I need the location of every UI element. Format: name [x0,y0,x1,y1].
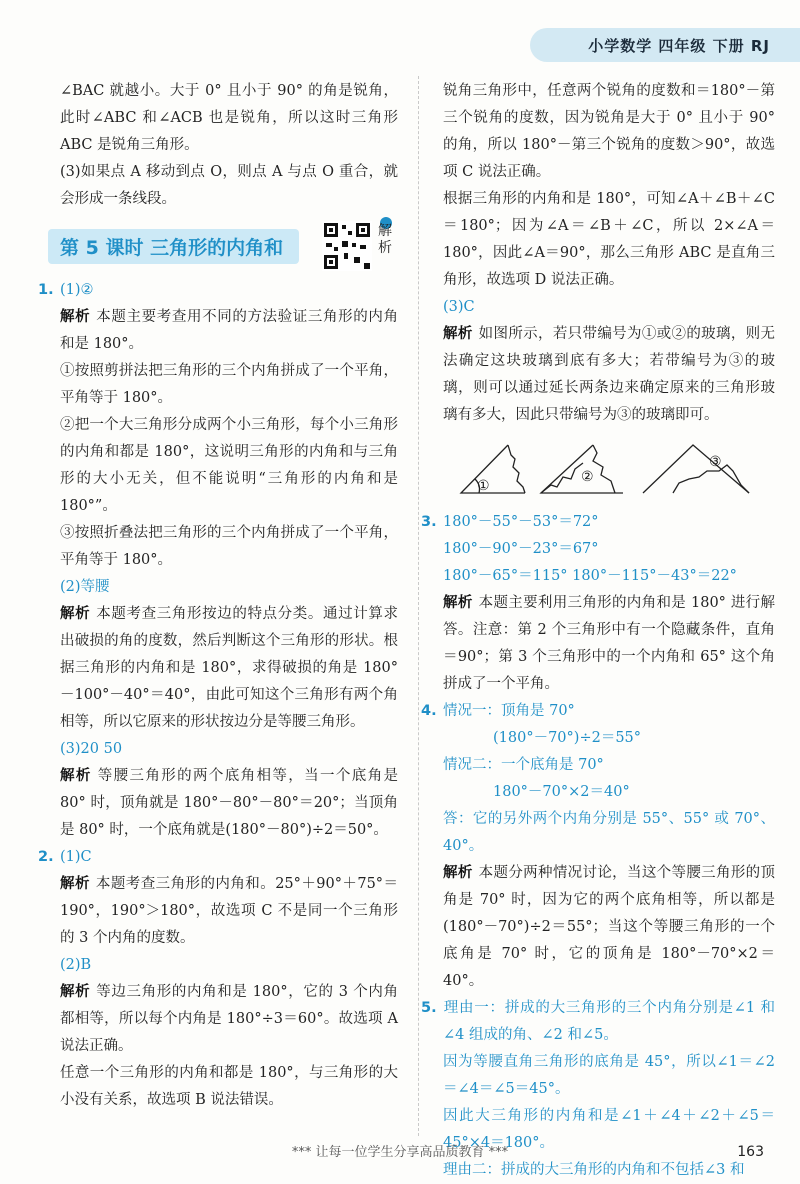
analysis-text: 本题考查三角形的内角和。25°＋90°＋75°＝190°，190°＞180°，故选项 C 不是同一个三角形的 3 个内角的度数。 [60,876,398,946]
lesson-heading [48,223,398,263]
answer: (1)C [60,849,92,865]
calc-line: 180°－70°×2＝40° [493,784,630,800]
calc-line: 180°－90°－23°＝67° [443,541,599,557]
paragraph: ①按照剪拼法把三角形的三个内角拼成了一个平角，平角等于 180°。 [60,363,398,406]
answer: (3)C [443,299,475,315]
right-column [421,78,776,1184]
analysis-label: 解析 [443,595,473,611]
reason-line: 因为等腰直角三角形的底角是 45°，所以∠1＝∠2＝∠4＝∠5＝45°。 [443,1054,775,1097]
paragraph: ②把一个大三角形分成两个小三角形，每个小三角形的内角和都是 180°，这说明三角形的内角和与三角形的大小无关，但不能说明“三角形的内角和是 180°”。 [60,417,398,514]
calc-line: 180°－55°－53°＝72° [443,514,599,530]
paragraph: 锐角三角形中，任意两个锐角的度数和＝180°－第三个锐角的度数，因为锐角是大于 0° 且小于 90° 的角，所以 180°－第三个锐角的度数＞90°，故选项 C 说法正确。 [443,83,775,180]
question-number: 2. [38,849,54,865]
analysis-label: 解析 [60,606,91,622]
qr-code-icon[interactable] [322,221,372,271]
piece-label: ③ [709,454,722,470]
answer: (1)② [60,282,94,298]
reason-line: 因此大三角形的内角和是∠1＋∠4＋∠2＋∠5＝45°×4＝180°。 [443,1108,775,1151]
reason-line: 理由二：拼成的大三角形的内角和不包括∠3 和 [443,1162,745,1178]
case-line: 情况一：顶角是 70° [443,703,575,719]
answer: (2)等腰 [60,579,110,595]
paragraph: 任意一个三角形的内角和都是 180°，与三角形的大小没有关系，故选项 B 说法错误。 [60,1065,398,1108]
case-line: 情况二：一个底角是 70° [443,757,604,773]
calc-line: 180°－65°＝115° 180°－115°－43°＝22° [443,568,737,584]
answer-line: 答：它的另外两个内角分别是 55°、55° 或 70°、40°。 [443,811,775,854]
paragraph: 根据三角形的内角和是 180°，可知∠A＋∠B＋∠C＝180°；因为∠A＝∠B＋∠C，所以 2×∠A＝180°，因此∠A＝90°，那么三角形 ABC 是直角三角形，故选项 D 说法正确。 [443,191,775,288]
question-number: 4. [421,703,437,719]
analysis-label: 解析 [60,309,91,325]
glass-triangle-figure [453,441,753,501]
question-number: 3. [421,514,437,530]
column-divider [418,76,419,1136]
reason-line: 理由一：拼成的大三角形的三个内角分别是∠1 和∠4 组成的角、∠2 和∠5。 [443,1000,775,1043]
footer-slogan: *** 让每一位学生分享高品质教育 *** [291,1145,509,1160]
piece-label: ① [477,478,490,494]
analysis-text: 等边三角形的内角和是 180°，它的 3 个内角都相等，所以每个内角是 180°÷3＝60°。故选项 A 说法正确。 [60,984,399,1054]
header-title: 小学数学 四年级 下册 RJ [588,37,770,55]
analysis-text: 如图所示，若只带编号为①或②的玻璃，则无法确定这块玻璃到底有多大；若带编号为③的玻璃，则可以通过延长两条边来确定原来的三角形玻璃有多大，因此只带编号为③的玻璃即可。 [443,326,776,423]
analysis-text: 本题主要考查用不同的方法验证三角形的内角和是 180°。 [60,309,399,352]
analysis-label: 解析 [443,865,473,881]
glass-piece-3 [643,445,749,493]
analysis-label: 解析 [60,984,91,1000]
page-number: 163 [737,1144,764,1160]
analysis-label: 解析 [60,876,90,892]
piece-label: ② [581,469,594,485]
qr-label: 解析 [378,223,392,256]
analysis-text: 本题考查三角形按边的特点分类。通过计算求出破损的角的度数，然后判断这个三角形的形状。根据三角形的内角和是 180°，求得破损的角是 180°－100°－40°＝40°，由此可知这个三角形有两个角相等，所以它原来的形状按边分是等腰三角形。 [60,606,399,730]
analysis-text: 本题分两种情况讨论，当这个等腰三角形的顶角是 70° 时，因为它的两个底角相等，所以都是(180°－70°)÷2＝55°；当这个等腰三角形的一个底角是 70° 时，它的顶角是 180°－70°×2＝40°。 [443,865,776,989]
calc-line: (180°－70°)÷2＝55° [493,730,642,746]
analysis-label: 解析 [443,326,473,342]
answer: (3)20 50 [60,741,123,757]
answer: (2)B [60,957,92,973]
analysis-text: 等腰三角形的两个底角相等，当一个底角是 80° 时，顶角就是 180°－80°－80°＝20°；当顶角是 80° 时，一个底角就是(180°－80°)÷2＝50°。 [60,768,398,838]
lesson-title: 第 5 课时 三角形的内角和 [48,229,299,264]
analysis-label: 解析 [60,768,92,784]
question-number: 1. [38,282,54,298]
left-column [38,78,399,1114]
paragraph: (3)如果点 A 移动到点 O，则点 A 与点 O 重合，就会形成一条线段。 [60,164,398,207]
glass-piece-1 [461,445,525,493]
paragraph: ∠BAC 就越小。大于 0° 且小于 90° 的角是锐角，此时∠ABC 和∠ACB 也是锐角，所以这时三角形 ABC 是锐角三角形。 [60,83,398,153]
question-number: 5. [421,1000,437,1016]
paragraph: ③按照折叠法把三角形的三个内角拼成了一个平角，平角等于 180°。 [60,525,398,568]
analysis-text: 本题主要利用三角形的内角和是 180° 进行解答。注意：第 2 个三角形中有一个隐藏条件，直角＝90°；第 3 个三角形中的一个内角和 65° 这个角拼成了一个平角。 [443,595,775,692]
